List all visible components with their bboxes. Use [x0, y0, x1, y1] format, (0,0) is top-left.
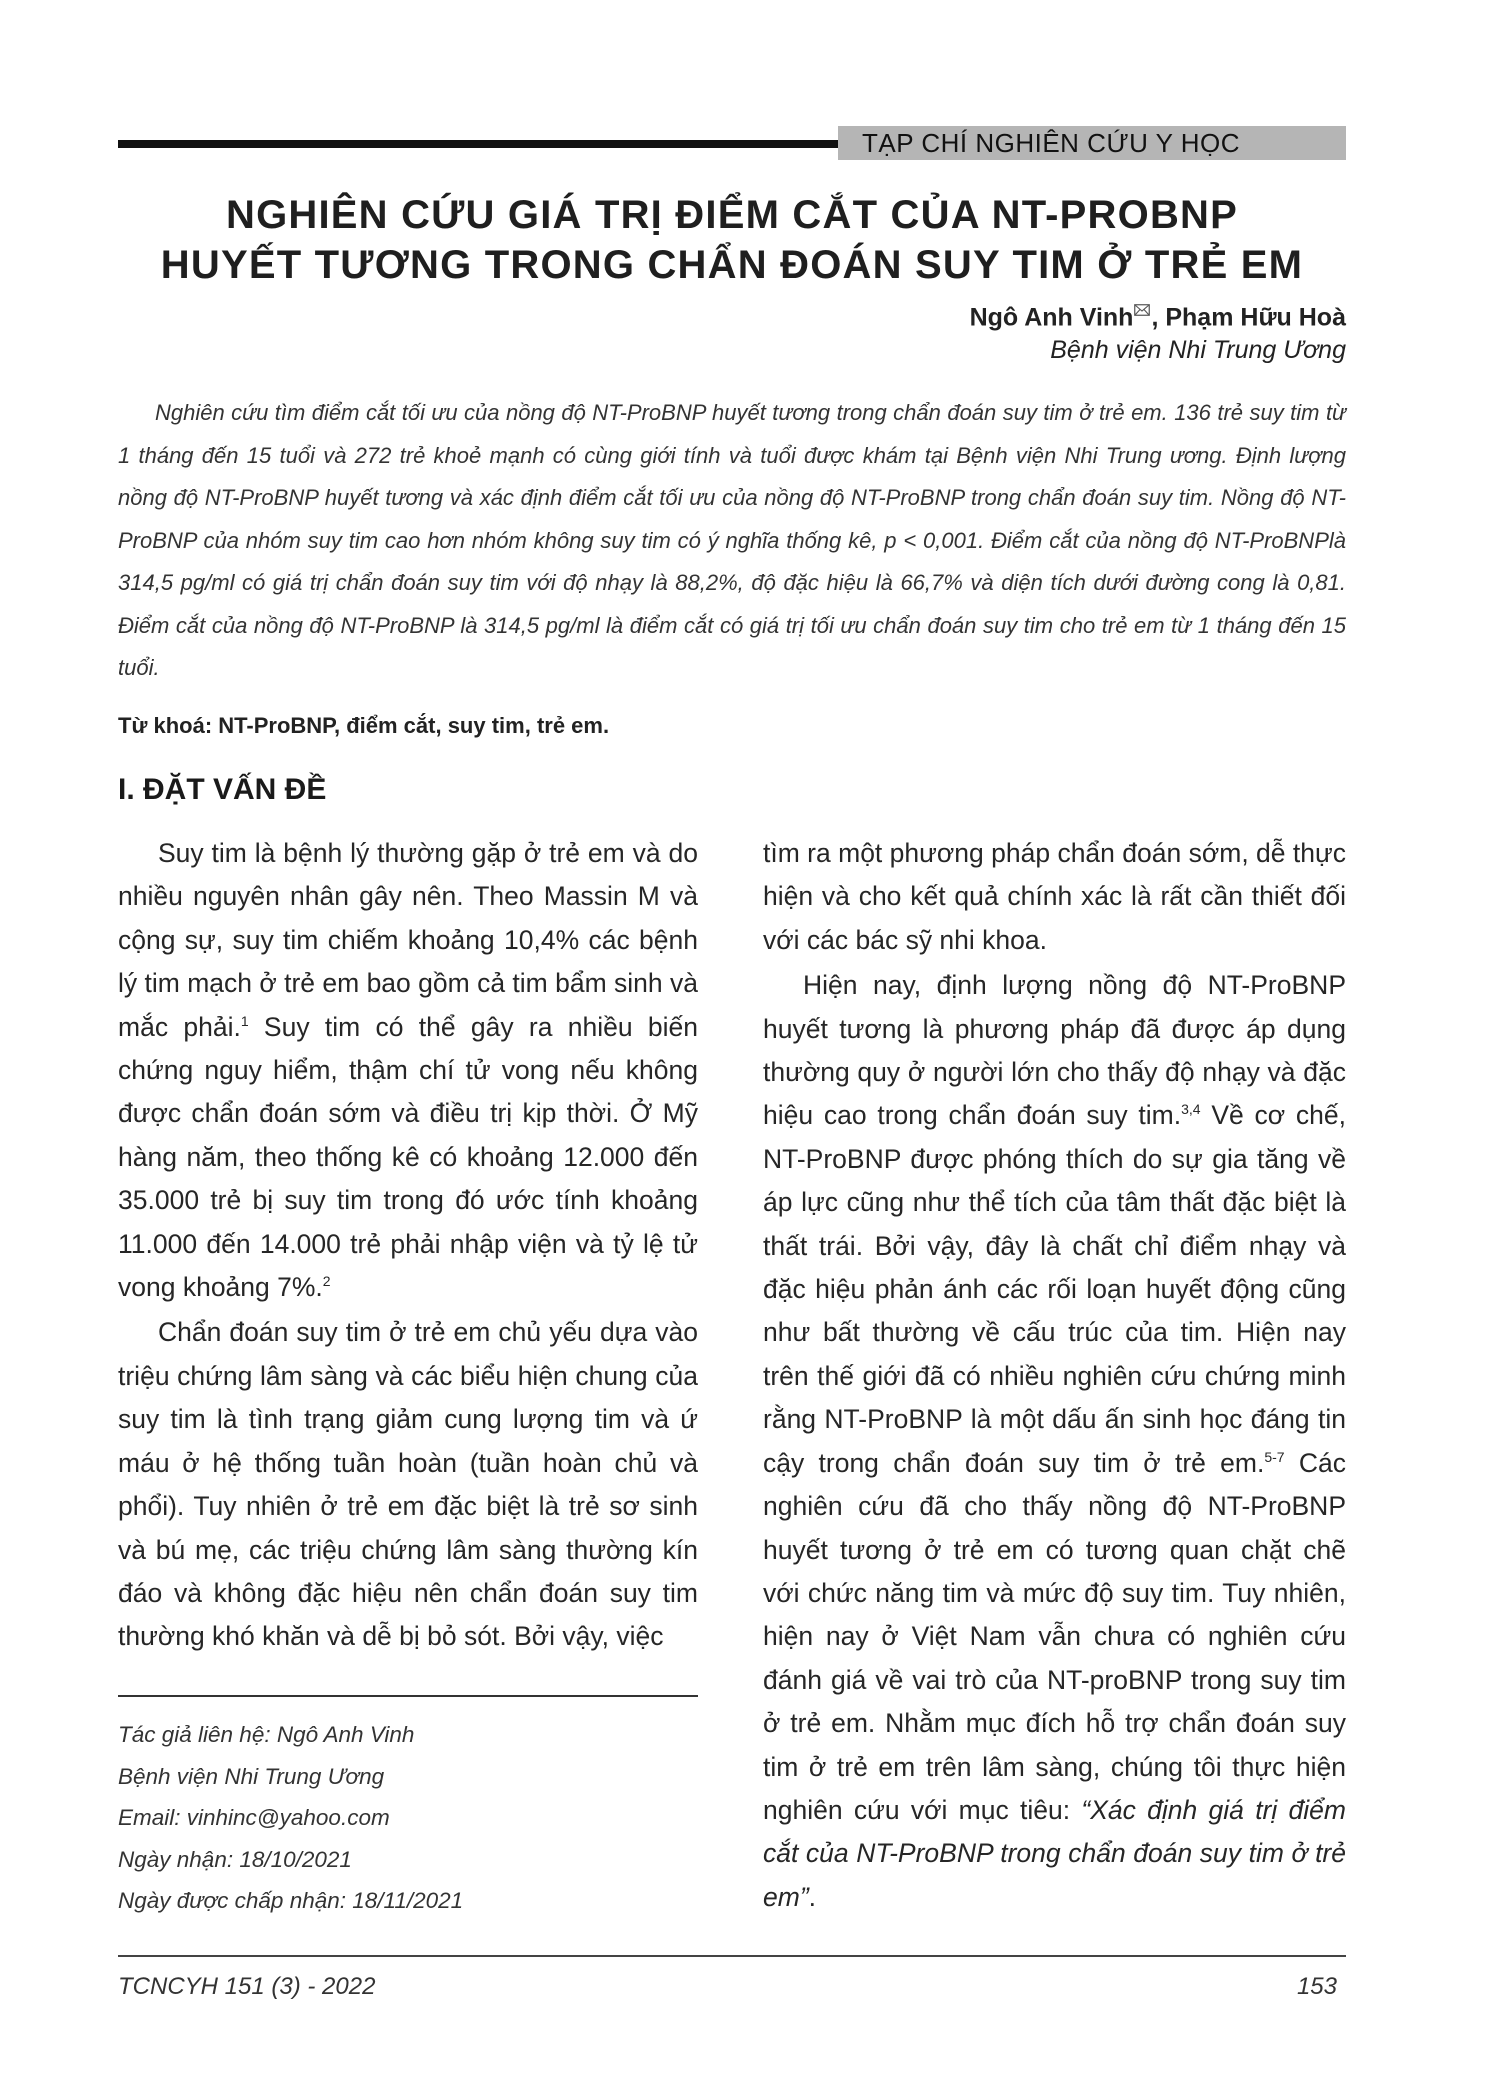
section-heading: I. ĐẶT VẤN ĐỀ — [118, 773, 327, 806]
author-affiliation: Bệnh viện Nhi Trung Ương — [1050, 336, 1346, 364]
footnote-divider — [118, 1695, 698, 1697]
envelope-icon — [1134, 290, 1150, 326]
paragraph-text: Suy tim có thể gây ra nhiều biến chứng nguy hiểm, thậm chí tử vong nếu không được chẩn đoán sớm và điều trị kịp thời. Ở Mỹ hàng năm, theo thống kê có khoảng 12.000 đến 35.000 trẻ bị suy tim trong đó ước tính khoảng 11.000 đến 14.000 trẻ phải nhập viện và tỷ lệ tử vong khoảng 7%. — [118, 1011, 699, 1303]
contact-affiliation: Bệnh viện Nhi Trung Ương — [118, 1763, 385, 1789]
journal-header: TẠP CHÍ NGHIÊN CỨU Y HỌC — [838, 126, 1346, 160]
paragraph-end: . — [808, 1881, 817, 1912]
title-line-2: HUYẾT TƯƠNG TRONG CHẨN ĐOÁN SUY TIM Ở TRẺ EM — [160, 243, 1304, 287]
author-separator: , — [1151, 303, 1166, 332]
paragraph-text: Các nghiên cứu đã cho thấy nồng độ NT-ProBNP huyết tương ở trẻ em có tương quan chặt chẽ với chức năng tim và mức độ suy tim. Tuy nhiên, hiện nay ở Việt Nam vẫn chưa có nghiên cứu đánh giá về vai trò của NT-proBNP trong suy tim ở trẻ em. Nhằm mục đích hỗ trợ chẩn đoán suy tim ở trẻ em trên lâm sàng, chúng tôi thực hiện nghiên cứu với mục tiêu: — [763, 1447, 1347, 1825]
received-date: Ngày nhận: 18/10/2021 — [118, 1846, 352, 1872]
citation-ref: 2 — [322, 1273, 331, 1290]
citation-ref: 3,4 — [1181, 1101, 1201, 1118]
contact-email: Email: vinhinc@yahoo.com — [118, 1805, 390, 1830]
paragraph-text: Hiện nay, định lượng nồng độ NT-ProBNP huyết tương là phương pháp đã được áp dụng thường quy ở người lớn cho thấy độ nhạy và đặc hiệu cao trong chẩn đoán suy tim. — [763, 970, 1346, 1131]
abstract: Nghiên cứu tìm điểm cắt tối ưu của nồng độ NT-ProBNP huyết tương trong chẩn đoán suy tim ở trẻ em. 136 trẻ suy tim từ 1 tháng đến 15 tuổi và 272 trẻ khoẻ mạnh có cùng giới tính và tuổi được khám tại Bệnh viện Nhi Trung ương. Định lượng nồng độ NT-ProBNP huyết tương và xác định điểm cắt tối ưu của nồng độ NT-ProBNP trong chẩn đoán suy tim. Nồng độ NT-ProBNP của nhóm suy tim cao hơn nhóm không suy tim có ý nghĩa thống kê, p < 0,001. Điểm cắt của nồng độ NT-ProBNPlà 314,5 pg/ml có giá trị chẩn đoán suy tim với độ nhạy là 88,2%, độ đặc hiệu là 66,7% và diện tích dưới đường cong là 0,81. Điểm cắt của nồng độ NT-ProBNP là 314,5 pg/ml là điểm cắt có giá trị tối ưu chẩn đoán suy tim cho trẻ em từ 1 tháng đến 15 tuổi. — [118, 400, 1346, 680]
journal-citation: TCNCYH 151 (3) - 2022 — [118, 1973, 376, 2000]
title-line-1: NGHIÊN CỨU GIÁ TRỊ ĐIỂM CẮT CỦA NT-PROBNP — [225, 193, 1238, 237]
body-paragraph — [763, 964, 1346, 1919]
page-number: 153 — [1296, 1973, 1337, 2000]
author-list — [970, 290, 1346, 335]
body-paragraph: tìm ra một phương pháp chẩn đoán sớm, dễ thực hiện và cho kết quả chính xác là rất cần thiết đối với các bác sỹ nhi khoa. — [763, 838, 1346, 955]
paragraph-text: Về cơ chế, NT-ProBNP được phóng thích do sự gia tăng về áp lực cũng như thể tích của tâm thất đặc biệt là thất trái. Bởi vậy, đây là chất chỉ điểm nhạy và đặc hiệu phản ánh các rối loạn huyết động cũng như bất thường về cấu trúc của tim. Hiện nay trên thế giới đã có nhiều nghiên cứu chứng minh rằng NT-ProBNP là một dấu ấn sinh học đáng tin cậy trong chẩn đoán suy tim ở trẻ em. — [763, 1100, 1346, 1478]
accepted-date: Ngày được chấp nhận: 18/11/2021 — [118, 1888, 464, 1913]
citation-ref: 1 — [240, 1012, 249, 1029]
paragraph-text: Suy tim là bệnh lý thường gặp ở trẻ em và do nhiều nguyên nhân gây nên. Theo Massin M và cộng sự, suy tim chiếm khoảng 10,4% các bệnh lý tim mạch ở trẻ em bao gồm cả tim bẩm sinh và mắc phải. — [118, 838, 698, 1042]
body-paragraph — [118, 832, 698, 1309]
right-column — [763, 832, 1346, 1919]
author-name: Ngô Anh Vinh — [969, 303, 1134, 332]
left-column — [118, 832, 698, 1659]
author-name: Phạm Hữu Hoà — [1165, 303, 1346, 332]
keywords: Từ khoá: NT-ProBNP, điểm cắt, suy tim, trẻ em. — [118, 713, 610, 738]
citation-ref: 5-7 — [1264, 1448, 1285, 1465]
study-objective: “Xác định giá trị điểm cắt của NT-ProBNP trong chẩn đoán suy tim ở trẻ em” — [763, 1794, 1346, 1912]
body-paragraph: Chẩn đoán suy tim ở trẻ em chủ yếu dựa vào triệu chứng lâm sàng và các biểu hiện chung của suy tim là tình trạng giảm cung lượng tim và ứ máu ở hệ thống tuần hoàn (tuần hoàn chủ và phổi). Tuy nhiên ở trẻ em đặc biệt là trẻ sơ sinh và bú mẹ, các triệu chứng lâm sàng thường kín đáo và không đặc hiệu nên chẩn đoán suy tim thường khó khăn và dễ bị bỏ sót. Bởi vậy, việc — [118, 1317, 698, 1652]
article-title — [118, 190, 1346, 290]
author-footnote — [118, 1714, 698, 1922]
contact-author: Tác giả liên hệ: Ngô Anh Vinh — [118, 1722, 415, 1747]
footer-rule — [118, 1955, 1346, 1957]
header-rule — [118, 140, 838, 148]
